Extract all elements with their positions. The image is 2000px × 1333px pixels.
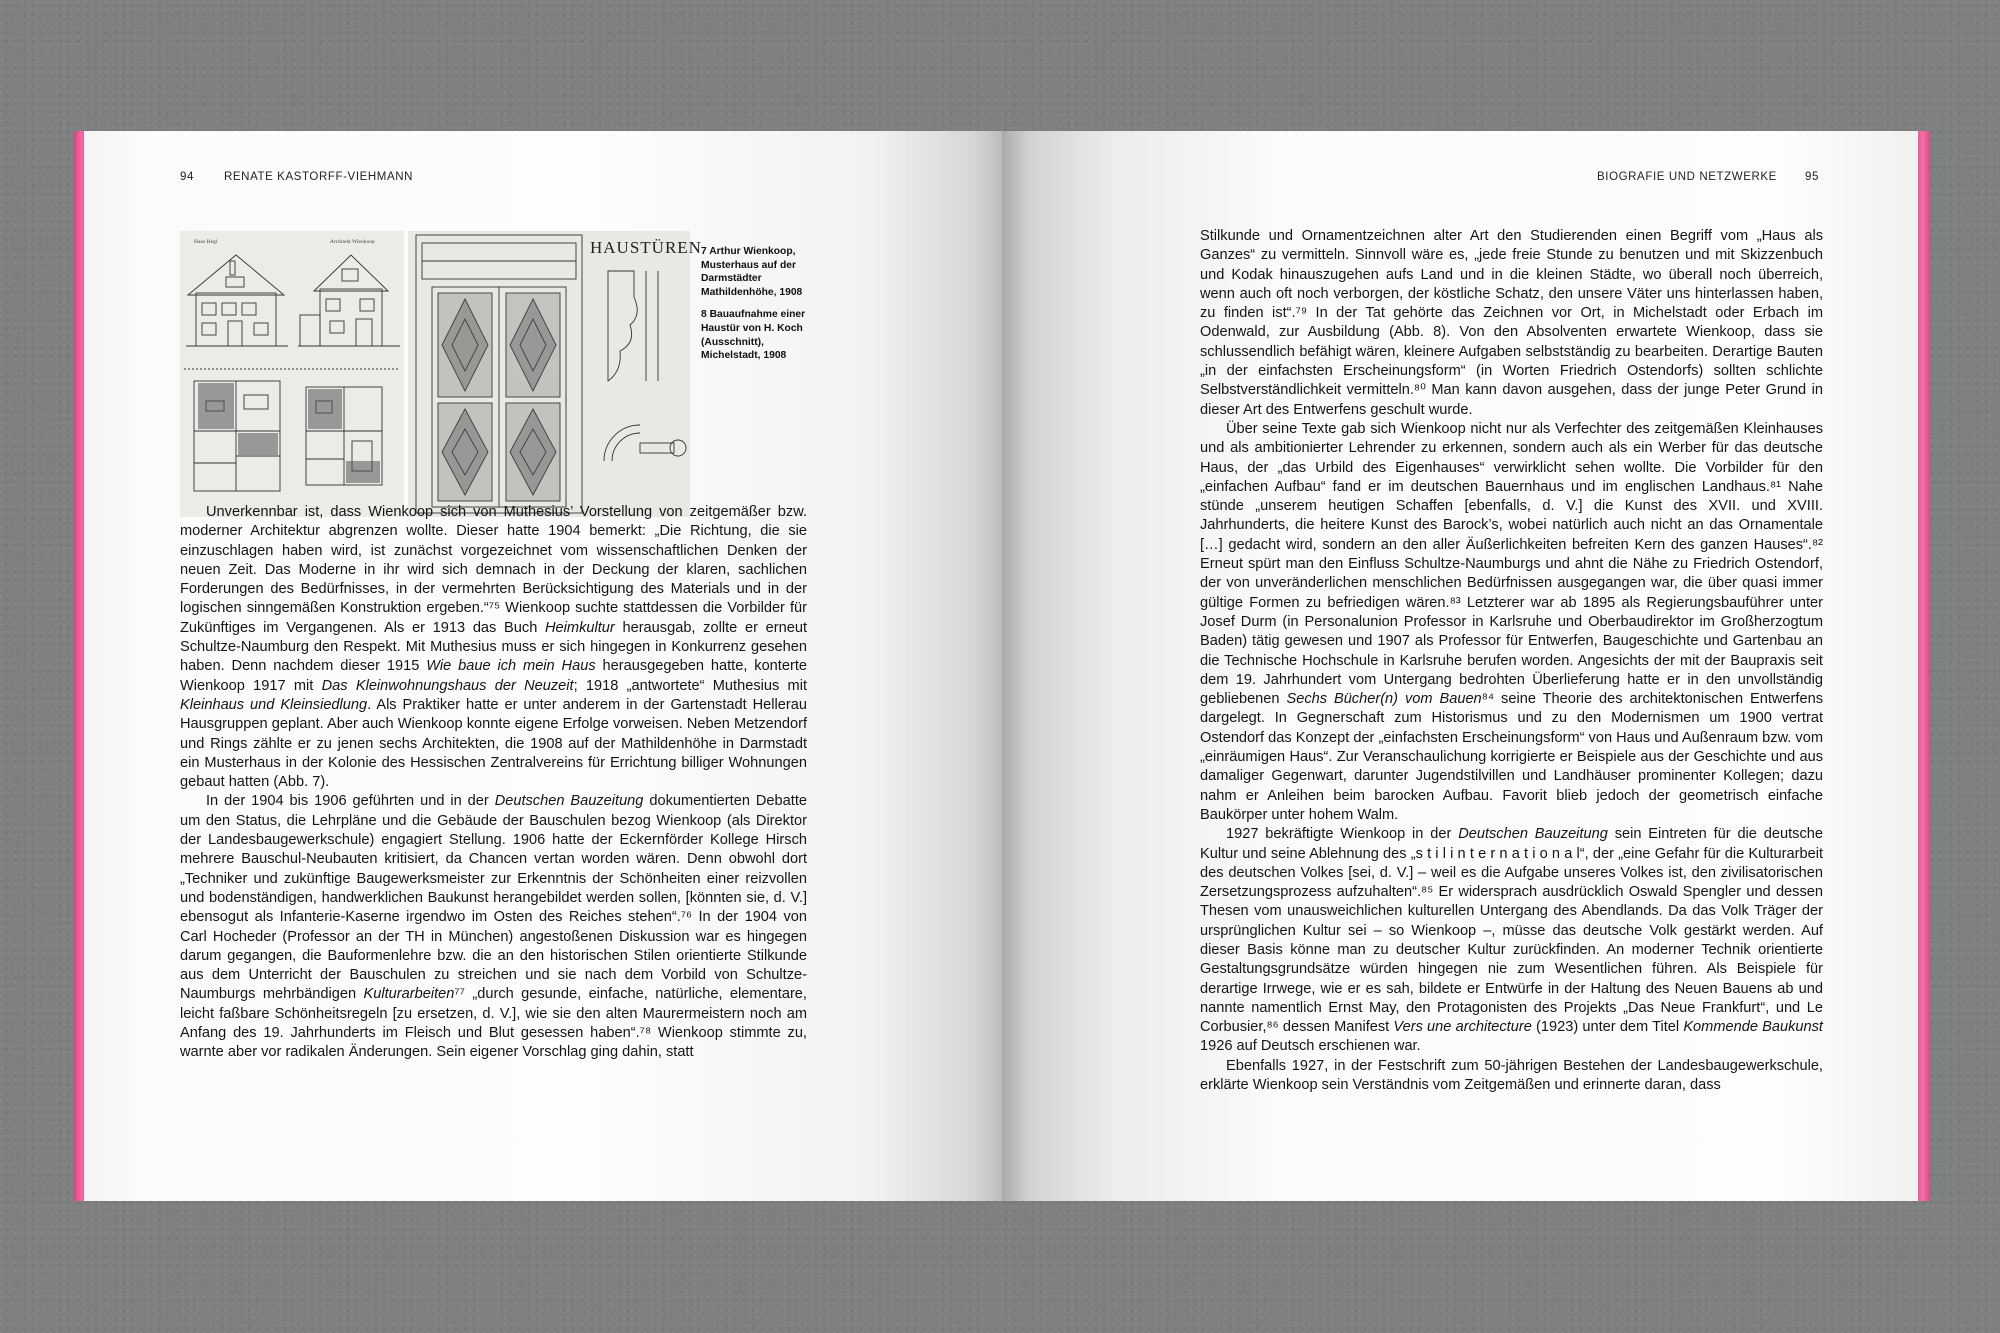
figure-door-drawing [408,231,702,517]
caption-8: 8 Bauaufnahme einer Haustür von H. Koch (Ausschnitt), Michelstadt, 1908 [701,309,806,362]
left-page-number: 94 [180,171,194,183]
figure-house-drawing [180,231,404,517]
paragraph: Stilkunde und Ornamentzeichnen alter Art den Studierenden einen Begriff vom „Haus als Ganzes“ zu vermitteln. Sinnvoll wäre es, „jede freie Stunde zu benutzen und mit Skizzenbuch und Kodak hinauszugehen aufs Land und in die kleinen Städte, wo überall noch überreich, wenn auch oft noch verborgen, der köstliche Schatz, den unsere Väter uns hinterlassen haben, zu finden ist“.⁷⁹ In der Tat gehörte das Zeichnen vor Ort, in Michelstadt oder Erbach im Odenwald, zur Ausbildung (Abb. 8). Von den Absolventen erwartete Wienkoop, dass sie schlussendlich befähigt wären, kleinere Aufgaben selbstständig zu bearbeiten. Derartige Bauten „in der einfachsten Erscheinungsform“ (in Worten Friedrich Ostendorfs) sollten schlichte Selbstverständlichkeit vermitteln.⁸⁰ Man kann davon ausgehen, dass der junge Peter Grund in dieser Art des Entwerfens geschult wurde. [1200,228,1823,418]
caption-7: 7 Arthur Wienkoop, Musterhaus auf der Darmstädter Mathildenhöhe, 1908 [701,246,803,298]
left-body-text [180,503,807,1063]
figure-a-label-right: Architekt Wienkoop [330,239,375,245]
left-running-head: RENATE KASTORFF-VIEHMANN [224,171,414,183]
left-page [84,131,1002,1201]
right-body-text [1200,227,1823,1095]
figure-b-title: HAUSTÜREN [590,238,702,257]
right-page [1002,131,1918,1201]
paragraph: In der 1904 bis 1906 geführten und in der Deutschen Bauzeitung dokumentierten Debatte um den Status, die Lehrpläne und die Gebäude der Bauschulen bezog Wienkoop (als Direktor der Landesbaugewerkschule) engagiert Stellung. 1906 hatte der Eckernförder Kollege Hirsch mehrere Bauschul-Neubauten kritisiert, da Chancen vertan worden wären. Denn obwohl dort „Techniker und zukünftige Baugewerksmeister zur Erkenntnis der Schönheiten einer reizvollen und bodenständigen, handwerklichen Baukunst herangebildet werden sollen, [könnten sie, d. V.] ebensogut als Infanterie-Kaserne irgendwo im Osten des Reiches stehen“.⁷⁶ In der 1904 von Carl Hocheder (Professor an der TH in München) angestoßenen Diskussion war es hingegen darum gegangen, die Bauformenlehre bzw. die an den historischen Stilen orientierte Stilkunde aus dem Unterricht der Bauschulen zu streichen und sie nach dem Vorbild von Schultze-Naumburgs mehrbändigen Kulturarbeiten⁷⁷ „durch gesunde, einfache, natürliche, elementare, leicht faßbare Schönheitsregeln [zu ersetzen, d. V.], wie sie den alten Maurermeistern noch am Anfang des 19. Jahrhunderts im Fleisch und Blut gesessen haben“.⁷⁸ Wienkoop stimmte zu, warnte aber vor radikalen Änderungen. Sein eigener Vorschlag ging dahin, statt [180,793,807,1061]
right-page-edge [1916,131,1930,1201]
right-running-head: BIOGRAFIE UND NETZWERKE [1597,171,1777,183]
figure-a-label-left: Haus Hegl [194,239,218,245]
right-page-number: 95 [1805,171,1819,183]
paragraph: Unverkennbar ist, dass Wienkoop sich von Muthesius’ Vorstellung von zeitgemäßer bzw. moderner Architektur abgrenzen wollte. Dieser hatte 1904 bemerkt: „Die Richtung, die sie einzuschlagen haben wird, ist zunächst vorgezeichnet vom wissenschaftlichen Denken der neuen Zeit. Das Moderne in ihr wird sich demnach in der Deckung der klaren, sachlichen Forderungen des Bedürfnisses, in der vermehrten Berücksichtigung des Materials und in der logischen sinngemäßen Konstruktion ergeben.“⁷⁵ Wienkoop suchte stattdessen die Vorbilder für Zukünftiges im Vergangenen. Als er 1913 das Buch Heimkultur herausgab, zollte er erneut Schultze-Naumburg den Respekt. Mit Muthesius muss er sich hingegen in Konkurrenz gesehen haben. Denn nachdem dieser 1915 Wie baue ich mein Haus herausgegeben hatte, konterte Wienkoop 1917 mit Das Kleinwohnungshaus der Neuzeit; 1918 „antwortete“ Muthesius mit Kleinhaus und Kleinsiedlung. Als Praktiker hatte er unter anderem in der Gartenstadt Hellerau Hausgruppen geplant. Aber auch Wienkoop konnte eigene Erfolge vorweisen. Neben Metzendorf und Rings zählte er zu jenen sechs Architekten, die 1908 auf der Mathildenhöhe in Darmstadt ein Musterhaus in der Kolonie des Hessischen Zentralvereins für Errichtung billiger Wohnungen gebaut hatten (Abb. 7). [180,504,808,791]
figure-group [180,231,702,521]
paragraph: Über seine Texte gab sich Wienkoop nicht nur als Verfechter des zeitgemäßen Kleinhauses und als ambitionierter Lehrender zu erkennen, sondern auch als ein Werber für das deutsche Haus, der „das Urbild des Eigenhauses“ verwirklicht sehen wollte. Die Vorbilder für den „einfachen Aufbau“ fand er im deutschen Bauernhaus und im englischen Landhaus.⁸¹ Nahe stünde „unserem heutigen Schaffen [ebenfalls, d. V.] die Kunst des XVII. und XVIII. Jahrhunderts, die heitere Kunst des Barock’s, wobei natürlich auch nicht an das Ornamentale […] gedacht wird, sondern an den aller Äußerlichkeiten befreiten Kern des ganzen Hauses“.⁸² Erneut spürt man den Einfluss Schultze-Naumburgs und ahnt die Nähe zu Friedrich Ostendorf, der von unveränderlichen menschlichen Bedürfnissen ausgegangen war, die über quasi immer gültige Formen zu befriedigen wären.⁸³ Letzterer war ab 1895 als Regierungsbauführer unter Josef Durm (in Personalunion Professor in Karlsruhe und Oberbaudirektor im Großherzogtum Baden) tätig gewesen und 1907 als Professor für Entwerfen, Baugeschichte und Gartenbau an die Technische Hochschule in Karlsruhe berufen worden. Angesichts der mit der Baupraxis seit dem 19. Jahrhundert vom Untergang bedrohten Überlieferung hatte er in den unvollständig gebliebenen Sechs Bücher(n) vom Bauen⁸⁴ seine Theorie des architektonischen Entwerfens dargelegt. In Gegnerschaft zum Historismus und zu den Modernismen um 1900 vertrat Ostendorf das Konzept der „einfachsten Erscheinungsform“ von Haus und Außenraum bzw. vom „einräumigen Haus“. Zur Veranschaulichung korrigierte er Beispiele aus der Geschichte und aus damaliger Gegenwart, darunter Jugendstilvillen und Landhäuser prominenter Kollegen; dazu nahm er Anleihen beim barocken Aufbau. Favorit blieb jedoch der geometrisch einfache Baukörper unter hohem Walm. [1200,420,1823,823]
paragraph: 1927 bekräftigte Wienkoop in der Deutschen Bauzeitung sein Eintreten für die deutsche Kultur und seine Ablehnung des „s t i l i n t e r n a t i o n a l“, der „eine Gefahr für die Kulturarbeit des deutschen Volkes [sei, d. V.] – weil es die Aufgabe unseres Volkes ist, den zivilisatorischen Zersetzungsprozess aufzuhalten“.⁸⁵ Er widersprach ausdrücklich Oswald Spengler und dessen Thesen vom unausweichlichen kulturellen Untergang des Abendlands. Da das Volk Träger der ursprünglichen Kultur sei – so Wienkoop –, müsse das deutsche Volk gestärkt werden. Auf dieser Basis könne man zu deutscher Kultur zurückfinden. An moderner Technik orientierte Gestaltungsgrundsätze würden hingegen nie zum Wesentlichen führen. Als Beispiele für derartige Irrwege, wie er es sah, bildete er Entwürfe in der Haltung des Neuen Bauens ab und nannte namentlich Ernst May, den Protagonisten des Projekts „Das Neue Frankfurt“, und Le Corbusier,⁸⁶ dessen Manifest Vers une architecture (1923) unter dem Titel Kommende Baukunst 1926 auf Deutsch erschienen war. [1200,826,1823,1055]
figure-captions [701,245,811,372]
paragraph: Ebenfalls 1927, in der Festschrift zum 50-jährigen Bestehen der Landesbaugewerkschule, erklärte Wienkoop sein Verständnis vom Zeitgemäßen und erinnerte daran, dass [1200,1057,1823,1094]
